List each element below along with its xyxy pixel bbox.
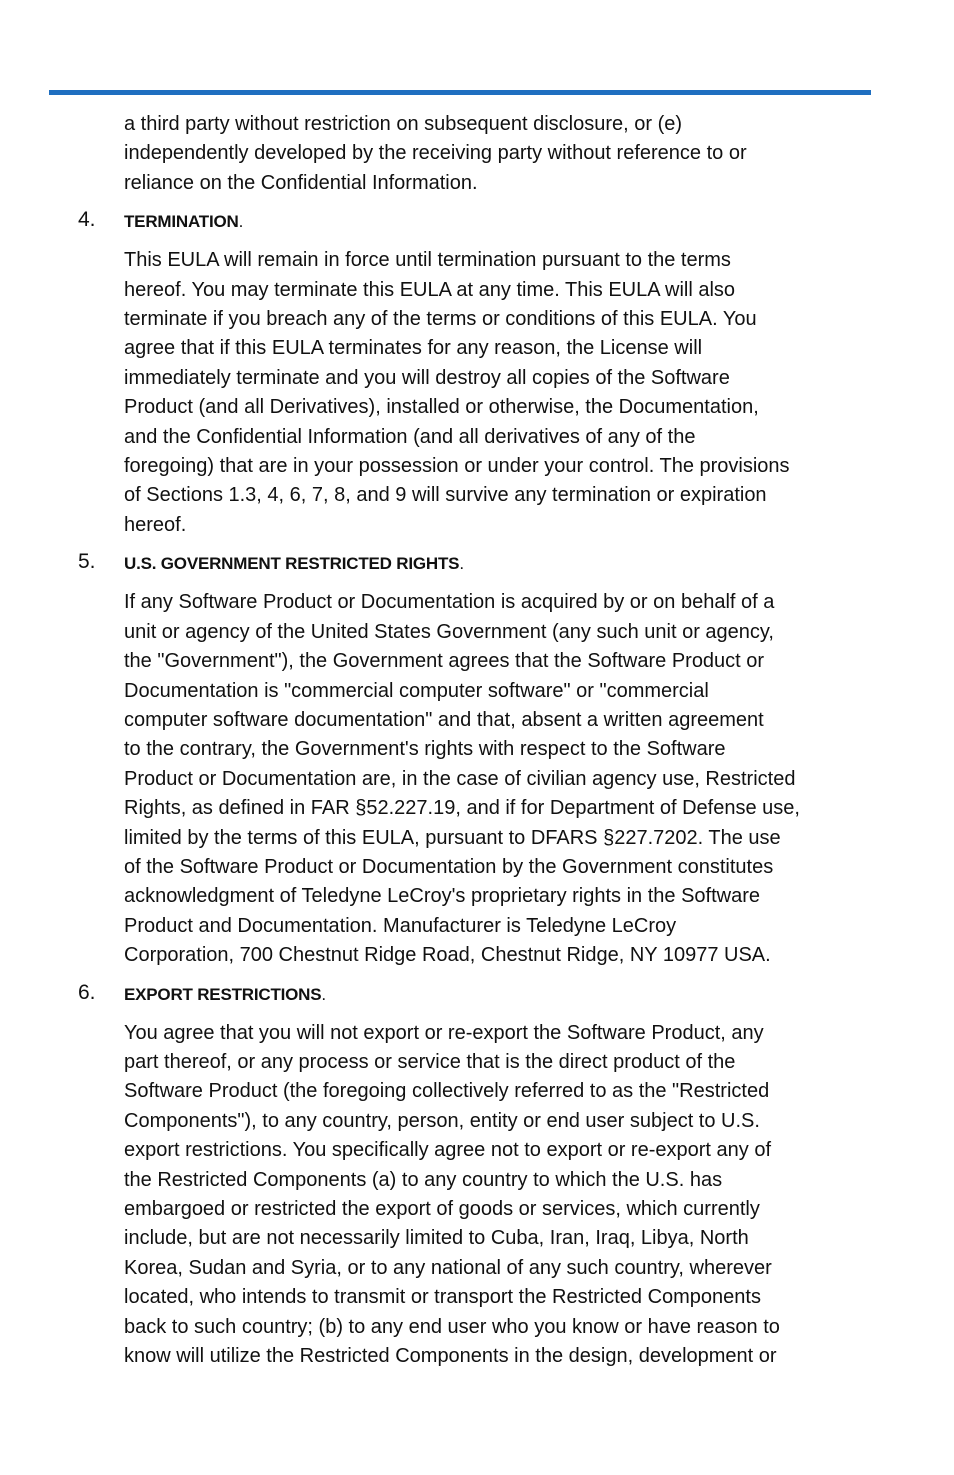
header-rule: [49, 90, 871, 95]
section-number: 5.: [78, 550, 96, 574]
paragraph-line: You agree that you will not export or re-export the Software Product, any: [124, 1021, 764, 1044]
paragraph-line: limited by the terms of this EULA, pursuant to DFARS §227.7202. The use: [124, 826, 781, 849]
section-title: U.S. GOVERNMENT RESTRICTED RIGHTS: [124, 554, 460, 574]
paragraph-line: acknowledgment of Teledyne LeCroy's proprietary rights in the Software: [124, 885, 761, 908]
paragraph-line: This EULA will remain in force until termination pursuant to the terms: [124, 249, 731, 272]
paragraph-line: Rights, as defined in FAR §52.227.19, and if for Department of Defense use,: [124, 797, 800, 820]
intro-line: reliance on the Confidential Information.: [124, 171, 478, 194]
paragraph-line: hereof.: [124, 513, 187, 536]
section-heading-termination: 4. TERMINATION.: [78, 208, 244, 232]
paragraph-line: Korea, Sudan and Syria, or to any national of any such country, wherever: [124, 1256, 772, 1279]
intro-paragraph: [124, 110, 866, 198]
paragraph-line: located, who intends to transmit or transport the Restricted Components: [124, 1286, 761, 1309]
document-body: [78, 110, 866, 1371]
paragraph-line: Product or Documentation are, in the case of civilian agency use, Restricted: [124, 767, 796, 790]
paragraph-line: Product and Documentation. Manufacturer is Teledyne LeCroy: [124, 914, 677, 937]
paragraph-line: know will utilize the Restricted Components in the design, development or: [124, 1345, 777, 1368]
paragraph-line: the "Government"), the Government agrees that the Software Product or: [124, 650, 765, 673]
section-title: EXPORT RESTRICTIONS: [124, 984, 322, 1004]
paragraph-line: of Sections 1.3, 4, 6, 7, 8, and 9 will survive any termination or expiration: [124, 484, 767, 507]
paragraph-line: Corporation, 700 Chestnut Ridge Road, Chestnut Ridge, NY 10977 USA.: [124, 944, 771, 967]
paragraph-line: of the Software Product or Documentation by the Government constitutes: [124, 855, 774, 878]
paragraph-line: agree that if this EULA terminates for any reason, the License will: [124, 337, 703, 360]
section-number: 6.: [78, 980, 96, 1004]
intro-line: a third party without restriction on subsequent disclosure, or (e): [124, 113, 683, 135]
paragraph-line: computer software documentation" and that, absent a written agreement: [124, 708, 764, 731]
paragraph-line: the Restricted Components (a) to any country to which the U.S. has: [124, 1168, 723, 1191]
paragraph-line: Product (and all Derivatives), installed or otherwise, the Documentation,: [124, 396, 759, 419]
section-heading-government-rights: 5. U.S. GOVERNMENT RESTRICTED RIGHTS.: [78, 550, 465, 574]
paragraph-line: terminate if you breach any of the terms or conditions of this EULA. You: [124, 308, 757, 331]
paragraph-line: part thereof, or any process or service that is the direct product of the: [124, 1050, 736, 1073]
section-paragraph-government-rights: [124, 588, 866, 970]
paragraph-line: export restrictions. You specifically agree not to export or re-export any of: [124, 1139, 772, 1162]
section-paragraph-export-restrictions: [124, 1019, 866, 1372]
intro-line: independently developed by the receiving party without reference to or: [124, 142, 747, 165]
paragraph-line: Documentation is "commercial computer software" or "commercial: [124, 679, 709, 702]
section-paragraph-termination: [124, 246, 866, 540]
paragraph-line: hereof. You may terminate this EULA at any time. This EULA will also: [124, 278, 736, 301]
paragraph-line: include, but are not necessarily limited to Cuba, Iran, Iraq, Libya, North: [124, 1227, 749, 1250]
section-heading-export-restrictions: 6. EXPORT RESTRICTIONS.: [78, 980, 327, 1004]
paragraph-line: Software Product (the foregoing collectively referred to as the "Restricted: [124, 1080, 770, 1103]
section-number: 4.: [78, 208, 96, 232]
paragraph-line: Components"), to any country, person, entity or end user subject to U.S.: [124, 1109, 760, 1132]
paragraph-line: foregoing) that are in your possession or under your control. The provisions: [124, 455, 790, 478]
paragraph-line: and the Confidential Information (and all derivatives of any of the: [124, 425, 696, 448]
paragraph-line: immediately terminate and you will destroy all copies of the Software: [124, 366, 730, 389]
section-title: TERMINATION: [124, 212, 239, 232]
paragraph-line: If any Software Product or Documentation is acquired by or on behalf of a: [124, 591, 775, 614]
paragraph-line: to the contrary, the Government's rights with respect to the Software: [124, 738, 726, 761]
paragraph-line: embargoed or restricted the export of goods or services, which currently: [124, 1198, 760, 1220]
paragraph-line: unit or agency of the United States Government (any such unit or agency,: [124, 620, 774, 643]
paragraph-line: back to such country; (b) to any end user who you know or have reason to: [124, 1315, 780, 1338]
